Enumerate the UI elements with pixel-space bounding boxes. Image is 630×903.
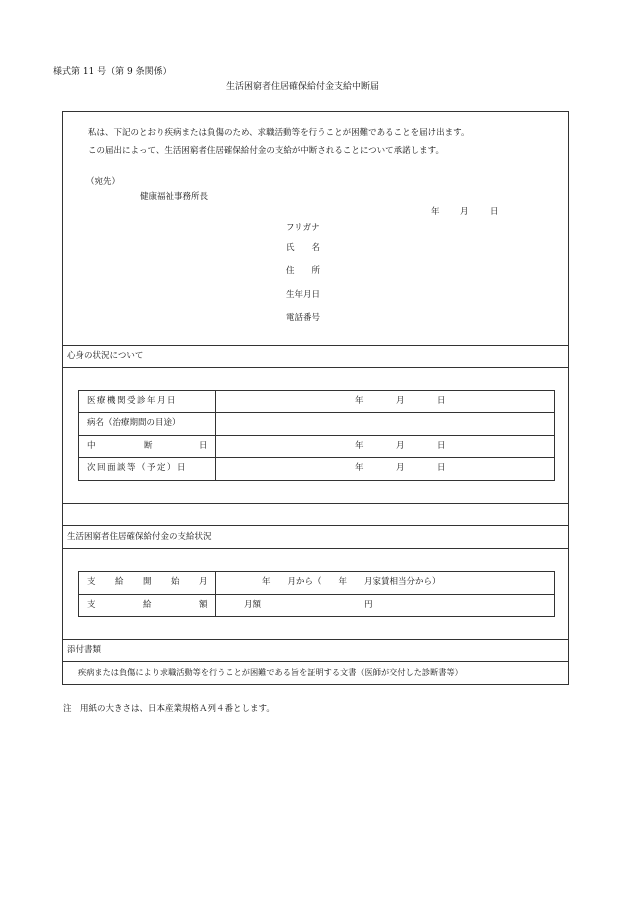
divider [62, 525, 569, 526]
row3-month: 月 [396, 441, 405, 451]
divider [78, 435, 555, 436]
row4-day: 日 [437, 463, 446, 473]
start-month-label-c4: 始 [171, 577, 180, 587]
attachments-item: 疾病または負傷により求職活動等を行うことが困難である旨を証明する文書（医師が交付した診断書等） [78, 667, 463, 677]
row1-day: 日 [437, 396, 446, 406]
start-month-label-c1: 支 [87, 577, 96, 587]
divider [78, 594, 555, 595]
divider [62, 548, 569, 549]
row4-year: 年 [355, 463, 364, 473]
attachments-heading: 添付書類 [67, 645, 102, 655]
row3-day: 日 [437, 441, 446, 451]
intro-line-1: 私は、下記のとおり疾病または負傷のため、求職活動等を行うことが困難であることを届け出ます。 [88, 128, 470, 138]
suspension-date-label-1: 中 [87, 441, 96, 451]
form-title: 生活困窮者住居確保給付金支給中断届 [226, 82, 380, 92]
divider [62, 503, 569, 504]
amount-label-c1: 支 [87, 600, 96, 610]
amount-label-c2: 給 [143, 600, 152, 610]
row4-month: 月 [396, 463, 405, 473]
paper-size-note: 注 用紙の大きさは、日本産業規格Ａ列４番とします。 [63, 704, 275, 714]
addressee-label: （宛先） [86, 177, 121, 187]
divider [78, 457, 555, 458]
suspension-date-label-2: 断 [144, 441, 153, 451]
name-label: 氏 名 [286, 243, 321, 253]
divider [62, 639, 569, 640]
address-label: 住 所 [286, 266, 321, 276]
amount-month-label: 月額 [244, 600, 262, 610]
divider [62, 345, 569, 346]
start-month-value: 年 月から（ 年 月家賃相当分から） [262, 577, 441, 587]
diagnosis-label: 病名（治療期間の目途） [87, 418, 181, 428]
form-number: 様式第 11 号（第 9 条関係） [53, 67, 172, 77]
birthdate-label: 生年月日 [286, 290, 321, 300]
amount-unit: 円 [364, 600, 373, 610]
addressee-name: 健康福祉事務所長 [140, 192, 209, 202]
divider [78, 412, 555, 413]
date-day: 日 [490, 207, 499, 217]
start-month-label-c2: 給 [115, 577, 124, 587]
phone-label: 電話番号 [286, 313, 321, 323]
date-year: 年 [431, 207, 440, 217]
row3-year: 年 [355, 441, 364, 451]
row1-month: 月 [396, 396, 405, 406]
start-month-label-c5: 月 [199, 577, 208, 587]
intro-line-2: この届出によって、生活困窮者住居確保給付金の支給が中断されることについて承諾します。 [88, 146, 444, 156]
medical-visit-date-label: 医療機関受診年月日 [87, 396, 178, 406]
health-heading: 心身の状況について [67, 351, 144, 361]
divider [62, 367, 569, 368]
row1-year: 年 [355, 396, 364, 406]
payment-heading: 生活困窮者住居確保給付金の支給状況 [67, 532, 212, 542]
amount-label-c3: 額 [199, 600, 208, 610]
start-month-label-c3: 開 [143, 577, 152, 587]
next-interview-label: 次回面談等（予定）日 [87, 463, 188, 473]
date-month: 月 [460, 207, 469, 217]
suspension-date-label-3: 日 [199, 441, 208, 451]
divider [62, 661, 569, 662]
furigana-label: フリガナ [286, 223, 320, 233]
